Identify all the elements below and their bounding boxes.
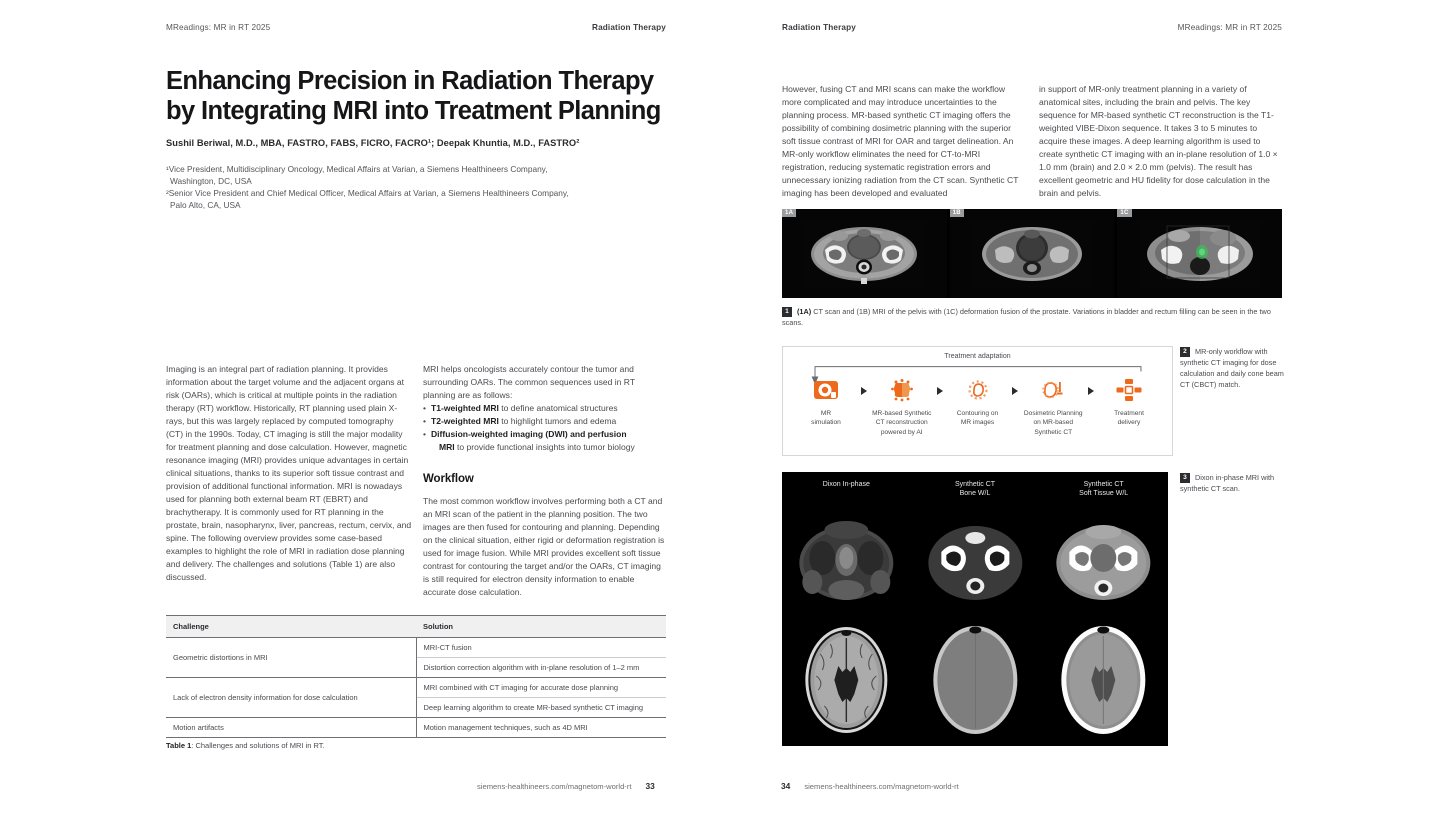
table-cell-challenge: Geometric distortions in MRI — [166, 638, 416, 678]
author-affiliations — [166, 163, 686, 211]
list-item-desc-cont: to provide functional insights into tumor biology — [454, 441, 635, 452]
list-item-desc: to define anatomical structures — [498, 402, 618, 413]
table-caption-text: : Challenges and solutions of MRI in RT. — [191, 741, 325, 750]
footer-url[interactable]: siemens-healthineers.com/magnetom-world-rt — [477, 782, 632, 791]
body-column-2 — [423, 363, 665, 599]
table-column-header-solution: Solution — [416, 616, 666, 638]
step-label-line1: Treatment — [1114, 410, 1144, 417]
step-label-line1: Dosimetric Planning — [1023, 410, 1083, 417]
article-title — [166, 66, 686, 126]
figure-1-caption-body: CT scan and (1B) MRI of the pelvis with (1C) deformation fusion of the prostate. Variations in bladder and rectum filling can be seen in the two scans. — [782, 307, 1271, 327]
figure-3-dixon-pelvis — [782, 508, 911, 612]
table-body — [166, 638, 666, 738]
figure-3-row-pelvis — [782, 508, 1168, 612]
table-cell-challenge: Motion artifacts — [166, 718, 416, 738]
body-paragraph: MRI helps oncologists accurately contour the tumor and surrounding OARs. The common sequences used in RT planning are as follows: — [423, 364, 635, 400]
workflow-step-mr-simulation — [793, 375, 859, 428]
step-label-line3: powered by AI — [880, 428, 923, 436]
workflow-steps — [793, 375, 1162, 437]
figure-3-synthetic-ct-soft-brain — [1039, 618, 1168, 742]
figure-3-column-headers — [782, 480, 1168, 499]
article-title-line2: by Integrating MRI into Treatment Planning — [166, 97, 661, 126]
workflow-step-label — [793, 409, 859, 428]
list-item — [423, 402, 665, 415]
ai-brain-icon — [869, 375, 935, 405]
treatment-adaptation-label: Treatment adaptation — [944, 353, 1011, 360]
figure-2-caption — [1180, 347, 1285, 391]
table-cell-solution: MRI-CT fusion — [416, 638, 666, 658]
fusion-pelvis-image — [1139, 220, 1261, 288]
header-line1: Dixon In-phase — [822, 481, 870, 488]
dosimetry-icon — [1020, 375, 1086, 405]
table-cell-solution: Distortion correction algorithm with in-plane resolution of 1–2 mm — [416, 658, 666, 678]
workflow-step-label — [869, 409, 935, 437]
body-paragraph: Imaging is an integral part of radiation planning. It provides information about the target volume and the adjacent organs at risk (OARs), which is critical at multiple points in the radiation therapy (RT) workflow. Historically, RT planning used plain X-rays, but this was largely replaced by computed tomography (CT) in the 1990s. Today, CT imaging is still the major modality for treatment planning and dose calculation. However, magnetic resonance imaging (MRI) provides unique advantages in certain clinical situations, thanks to its superior soft tissue contrast and provision of additional functional information. MRI is nowadays used for planning both external beam RT (EBRT) and brachytherapy. It is commonly used for RT planning in the prostate, brain, nasopharynx, liver, pancreas, rectum, cervix, and spine. The following overview provides some case-based examples to highlight the role of MRI in radiation dose planning and delivery. The challenges and solutions (Table 1) are also discussed. — [166, 364, 412, 582]
table-header — [166, 616, 666, 638]
table-cell-solution: Motion management techniques, such as 4D MRI — [416, 718, 666, 738]
page-number-left: 33 — [645, 781, 655, 791]
table-caption-label: Table 1 — [166, 741, 192, 750]
mr-scanner-icon — [793, 375, 859, 405]
figure-1-panel-c — [1117, 209, 1282, 298]
step-label-line1: MR-based Synthetic — [872, 410, 932, 417]
figure-3-dixon-brain — [782, 618, 911, 742]
figure-1-panel-a — [782, 209, 947, 298]
table-column-header-challenge: Challenge — [166, 616, 416, 638]
list-item-term: T1-weighted MRI — [431, 402, 499, 413]
header-line2: Soft Tissue W/L — [1079, 490, 1129, 498]
figure-1-panel-b — [950, 209, 1115, 298]
table-header-row — [166, 616, 666, 638]
workflow-arrow-2 — [935, 375, 945, 405]
linac-icon — [1096, 375, 1162, 405]
list-item-term: Diffusion-weighted imaging (DWI) and perfusion — [431, 428, 627, 439]
list-item-desc: to highlight tumors and edema — [498, 415, 617, 426]
figure-3-caption-text: Dixon in-phase MRI with synthetic CT scan. — [1180, 473, 1275, 493]
figure-2-caption-text: MR-only workflow with synthetic CT imaging for dose calculation and daily cone beam CT (CBCT) match. — [1180, 347, 1284, 389]
workflow-arrow-4 — [1086, 375, 1096, 405]
workflow-step-treatment-delivery — [1096, 375, 1162, 428]
workflow-arrow-3 — [1011, 375, 1021, 405]
panel-label-1c: 1C — [1117, 209, 1131, 217]
list-item-term-cont: MRI — [439, 441, 455, 452]
figure-3-header-1 — [782, 480, 911, 499]
figure-3-number: 3 — [1180, 473, 1190, 483]
figure-1-caption-prefix: (1A) — [797, 307, 812, 316]
ct-pelvis-image — [803, 220, 925, 288]
body-paragraph: The most common workflow involves performing both a CT and an MRI scan of the patient in the planning position. The two images are then fused for contouring and planning. Depending on the clinical situation, either rigid or deformation registration is used for image fusion. While MRI provides excellent soft tissue contrast for contouring the target and/or the OARs, CT imaging is still required for electron density information to enable accurate dose calculation. — [423, 496, 665, 598]
body-column-3 — [782, 83, 1025, 200]
step-label-line2: on MR-based — [1033, 419, 1074, 427]
step-label-line2: simulation — [811, 419, 841, 427]
mri-pelvis-image — [971, 220, 1093, 288]
table-row — [166, 638, 666, 658]
table-caption — [166, 741, 666, 750]
figure-3-caption — [1180, 473, 1285, 495]
panel-label-1a: 1A — [782, 209, 796, 217]
page-number-right: 34 — [781, 781, 791, 791]
list-item-continuation — [431, 441, 665, 454]
figure-1-number: 1 — [782, 307, 792, 317]
body-paragraph: in support of MR-only treatment planning in a variety of anatomical sites, including the brain and pelvis. The key sequence for MR-based synthetic CT reconstruction is the T1-weighted VIBE-Dixon sequence. It takes 3 to 5 minutes to acquire these images. A deep learning algorithm is used to create synthetic CT imaging with an in-plane resolution of 1.0 × 1.0 mm (brain) and 2.0 × 2.0 mm (pelvis). The result has excellent geometric and HU fidelity for dose calculation in the brain and pelvis. — [1039, 84, 1278, 198]
header-line1: Synthetic CT — [1083, 481, 1124, 488]
header-line2: Bone W/L — [959, 490, 991, 498]
article-authors: Sushil Beriwal, M.D., MBA, FASTRO, FABS, FICRO, FACRO¹; Deepak Khuntia, M.D., FASTRO² — [166, 138, 580, 148]
body-column-4 — [1039, 83, 1282, 200]
contour-icon — [945, 375, 1011, 405]
footer-url[interactable]: siemens-healthineers.com/magnetom-world-rt — [804, 782, 959, 791]
mri-sequence-list — [423, 402, 665, 454]
panel-label-1b: 1B — [950, 209, 964, 217]
workflow-arrow-1 — [859, 375, 869, 405]
footer-right — [781, 781, 959, 791]
list-item — [423, 428, 665, 454]
workflow-step-label — [1020, 409, 1086, 437]
table-cell-challenge: Lack of electron density information for dose calculation — [166, 678, 416, 718]
affiliation-1-line1: ¹Vice President, Multidisciplinary Oncology, Medical Affairs at Varian, a Siemens Healthineers Company, — [166, 164, 548, 174]
figure-3-synthetic-ct-bone-brain — [911, 618, 1040, 742]
running-head-section-right: Radiation Therapy — [782, 23, 856, 32]
table-cell-solution: MRI combined with CT imaging for accurate dose planning — [416, 678, 666, 698]
workflow-step-label — [1096, 409, 1162, 428]
table-cell-solution: Deep learning algorithm to create MR-based synthetic CT imaging — [416, 698, 666, 718]
figure-1-images — [782, 209, 1282, 298]
running-head-journal-left: MReadings: MR in RT 2025 — [166, 23, 271, 32]
article-title-line1: Enhancing Precision in Radiation Therapy — [166, 67, 654, 95]
figure-3-row-brain — [782, 618, 1168, 742]
figure-1-caption — [782, 307, 1282, 328]
section-heading-workflow: Workflow — [423, 472, 474, 485]
body-paragraph: However, fusing CT and MRI scans can make the workflow more complicated and may introduce uncertainties to the planning process. MR-based synthetic CT imaging offers the possibility of combining dosimetric planning with the superior soft tissue contrast of MRI for OAR and target delineation. An MR-only workflow eliminates the need for CT-to-MRI registration, reducing systematic registration errors and unnecessary ionizing radiation from the CT scan. Synthetic CT imaging has been developed and evaluated — [782, 84, 1019, 198]
table-row — [166, 718, 666, 738]
figure-3-synthetic-ct-soft-pelvis — [1039, 508, 1168, 612]
list-item-term: T2-weighted MRI — [431, 415, 499, 426]
running-head-journal-right: MReadings: MR in RT 2025 — [1177, 23, 1282, 32]
running-head-section-left: Radiation Therapy — [592, 23, 666, 32]
figure-2-number: 2 — [1180, 347, 1190, 357]
figure-3-synthetic-ct-bone-pelvis — [911, 508, 1040, 612]
affiliation-2-line1: ²Senior Vice President and Chief Medical Officer, Medical Affairs at Varian, a Siemens Healthineers Company, — [166, 188, 569, 199]
step-label-line1: Contouring on — [956, 410, 999, 417]
workflow-step-contouring — [945, 375, 1011, 428]
list-item — [423, 415, 665, 428]
step-label-line1: MR — [820, 410, 832, 417]
footer-left — [477, 781, 655, 791]
workflow-step-label — [945, 409, 1011, 428]
figure-3-header-3 — [1039, 480, 1168, 499]
step-label-line2: MR images — [960, 419, 995, 427]
header-line1: Synthetic CT — [954, 481, 996, 488]
affiliation-1-line2: Washington, DC, USA — [170, 176, 252, 187]
step-label-line3: Synthetic CT — [1034, 428, 1073, 436]
challenges-solutions-table — [166, 615, 666, 738]
figure-1-caption-text — [782, 307, 1271, 327]
figure-3-images — [782, 472, 1168, 746]
step-label-line2: delivery — [1117, 419, 1141, 427]
step-label-line2: CT reconstruction — [875, 419, 928, 427]
body-column-1 — [166, 363, 413, 584]
workflow-step-synthetic-ct — [869, 375, 935, 437]
figure-3-header-2 — [911, 480, 1040, 499]
figure-2-workflow-diagram — [782, 346, 1173, 456]
affiliation-2-line2: Palo Alto, CA, USA — [170, 200, 241, 211]
table-row — [166, 678, 666, 698]
workflow-step-dosimetric-planning — [1020, 375, 1086, 437]
